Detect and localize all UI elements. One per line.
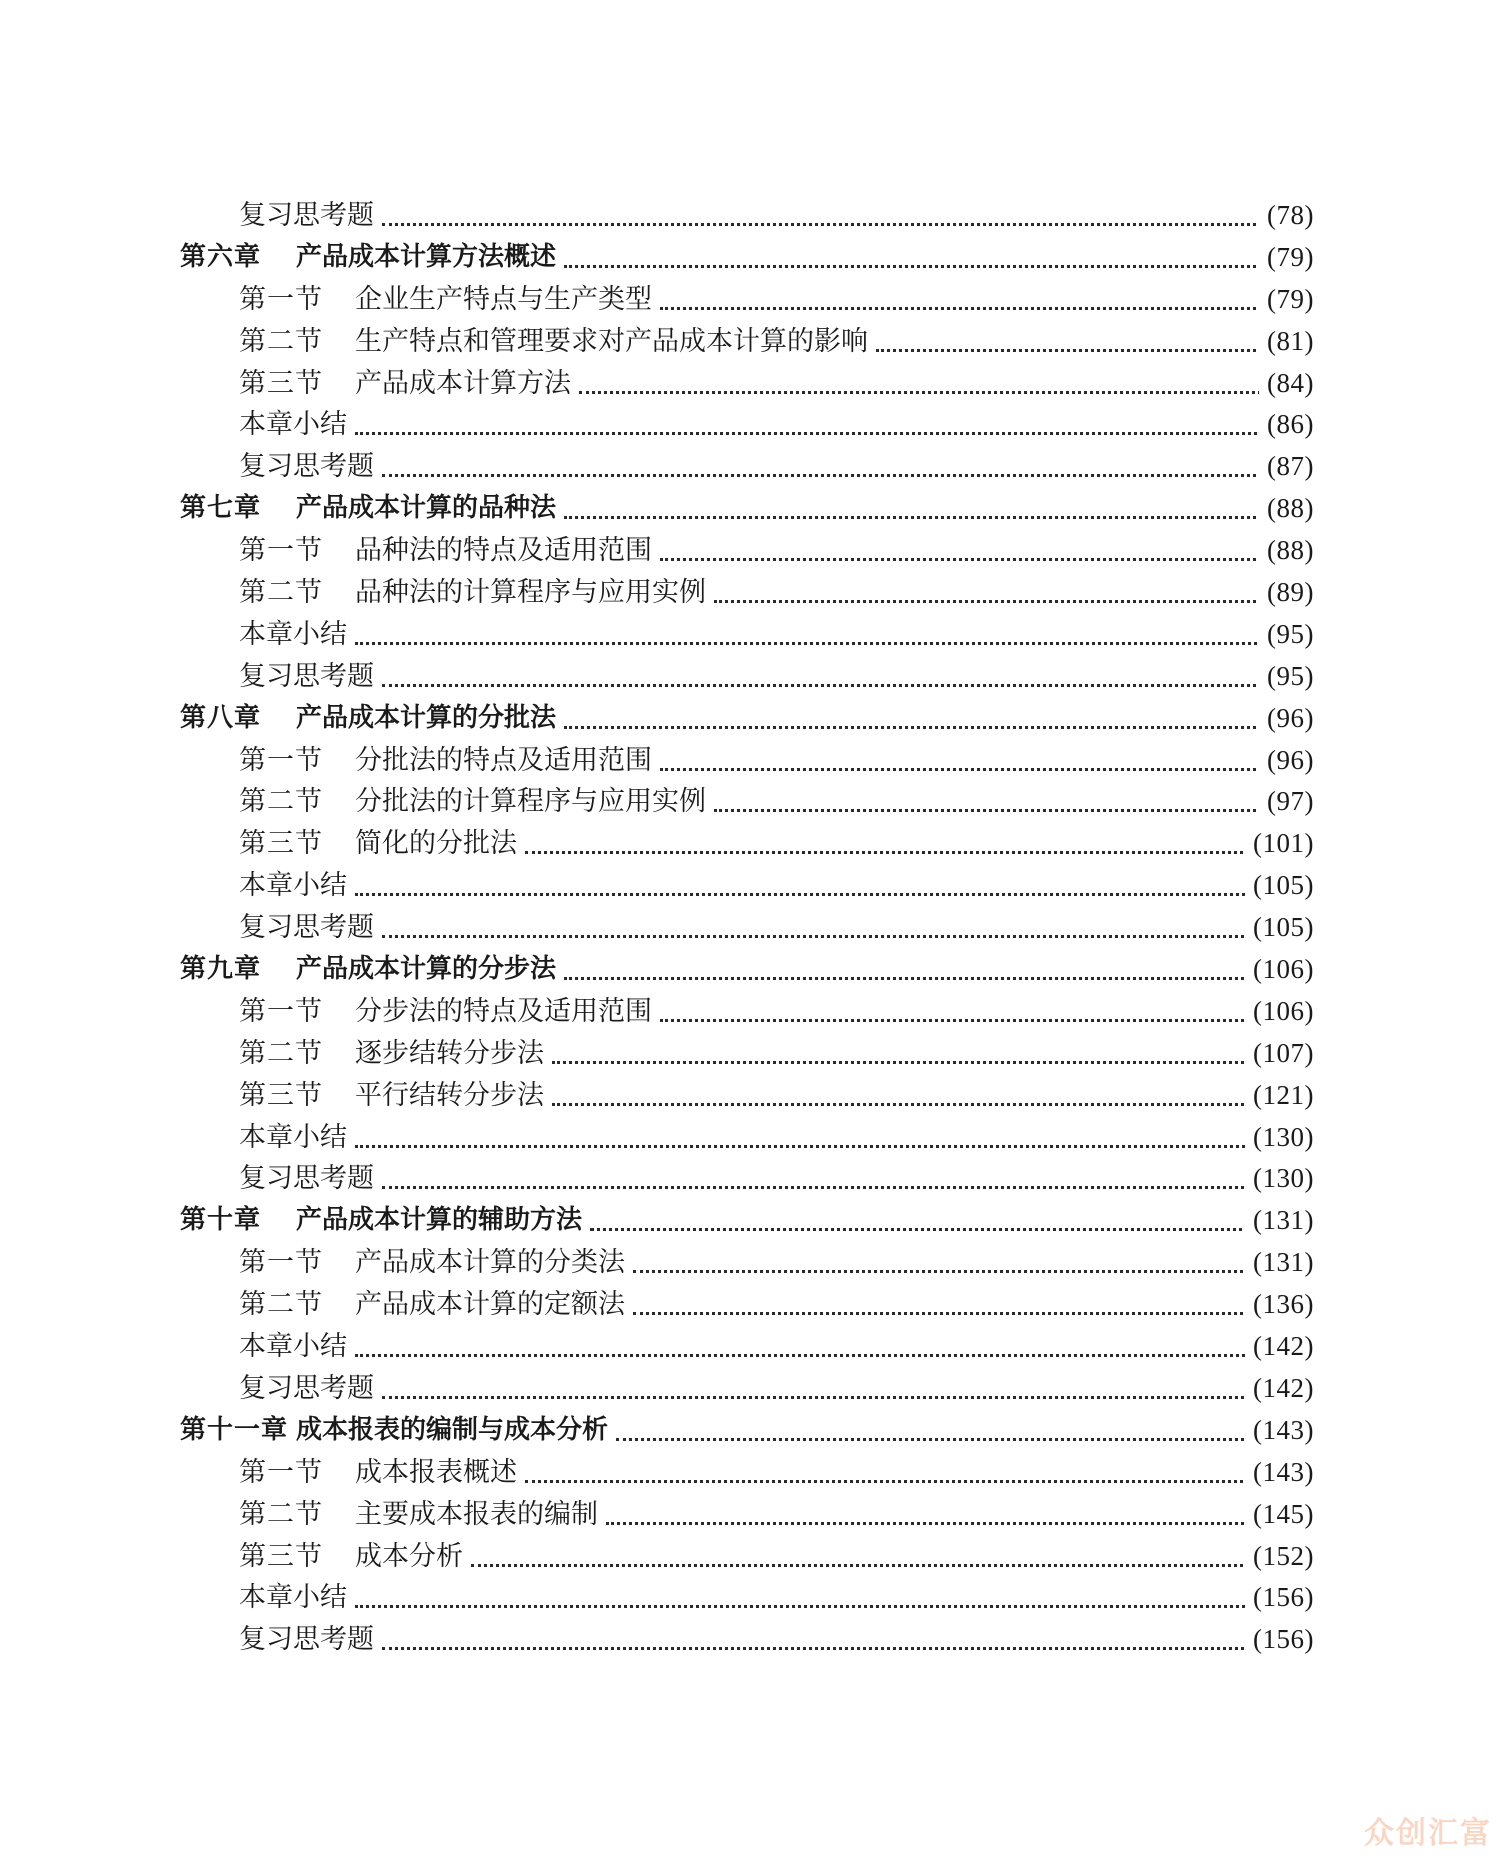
- toc-entry-title: 复习思考题: [239, 195, 382, 237]
- toc-section-row[interactable]: [0, 1577, 1504, 1619]
- toc-entry-title: 产品成本计算的分批法: [296, 698, 564, 740]
- toc-entry-number: 第三节: [239, 1540, 323, 1572]
- dot-leader: [525, 851, 1304, 854]
- toc-entry-label: [180, 237, 564, 279]
- toc-entry-number: 第三节: [239, 828, 323, 860]
- toc-entry-label: [239, 781, 714, 823]
- toc-entry-title: 复习思考题: [239, 1368, 382, 1410]
- toc-entry-title: 复习思考题: [239, 1619, 382, 1661]
- toc-entry-title: 分批法的计算程序与应用实例: [355, 781, 714, 823]
- toc-entry-title: 品种法的特点及适用范围: [355, 530, 660, 572]
- toc-page-number: (130): [1245, 1117, 1314, 1159]
- dot-leader: [633, 1312, 1304, 1315]
- toc-entry-label: [180, 488, 564, 530]
- toc-entry-number: 第十一章: [180, 1414, 289, 1445]
- dot-leader: [633, 1270, 1304, 1273]
- toc-page-number: (96): [1259, 740, 1314, 782]
- dot-leader: [660, 558, 1304, 561]
- toc-page-number: (136): [1245, 1284, 1314, 1326]
- toc-entry-number: 第二节: [239, 786, 323, 818]
- toc-section-row[interactable]: [0, 363, 1504, 405]
- toc-page-number: (156): [1245, 1577, 1314, 1619]
- toc-entry-label: [239, 1494, 606, 1536]
- toc-entry-number: 第二节: [239, 577, 323, 609]
- toc-entry-label: [239, 1619, 382, 1661]
- toc-entry-label: [239, 1075, 552, 1117]
- dot-leader: [660, 768, 1304, 771]
- toc-entry-label: [180, 949, 564, 991]
- toc-entry-number: 第三节: [239, 1079, 323, 1111]
- toc-page-number: (81): [1259, 321, 1314, 363]
- toc-entry-title: 产品成本计算的分类法: [355, 1242, 633, 1284]
- dot-leader: [590, 1228, 1304, 1231]
- toc-page-number: (106): [1245, 991, 1314, 1033]
- toc-entry-title: 简化的分批法: [355, 823, 525, 865]
- toc-section-row[interactable]: [0, 279, 1504, 321]
- toc-entry-title: 产品成本计算的分步法: [296, 949, 564, 991]
- dot-leader: [606, 1522, 1304, 1525]
- toc-entry-label: [239, 446, 382, 488]
- watermark-logo: 众创汇富: [1364, 1816, 1492, 1851]
- dot-leader: [355, 893, 1304, 896]
- toc-entry-label: [239, 321, 876, 363]
- toc-section-row[interactable]: [0, 1494, 1504, 1536]
- toc-page-number: (84): [1259, 363, 1314, 405]
- toc-section-row[interactable]: [0, 656, 1504, 698]
- toc-entry-title: 逐步结转分步法: [355, 1033, 552, 1075]
- toc-entry-number: 第一节: [239, 535, 323, 567]
- toc-page-number: (96): [1259, 698, 1314, 740]
- toc-section-row[interactable]: [0, 404, 1504, 446]
- toc-entry-number: 第一节: [239, 744, 323, 776]
- toc-section-row[interactable]: [0, 195, 1504, 237]
- toc-page-number: (97): [1259, 781, 1314, 823]
- toc-page-number: (79): [1259, 279, 1314, 321]
- dot-leader: [714, 809, 1304, 812]
- toc-chapter-row[interactable]: [0, 698, 1504, 740]
- toc-entry-title: 企业生产特点与生产类型: [355, 279, 660, 321]
- toc-page-number: (142): [1245, 1368, 1314, 1410]
- dot-leader: [616, 1438, 1304, 1441]
- toc-section-row[interactable]: [0, 614, 1504, 656]
- toc-entry-label: [239, 279, 660, 321]
- toc-entry-title: 复习思考题: [239, 656, 382, 698]
- dot-leader: [355, 1145, 1304, 1148]
- dot-leader: [355, 432, 1304, 435]
- toc-entry-label: [180, 1410, 616, 1452]
- toc-entry-label: [180, 698, 564, 740]
- toc-entry-title: 产品成本计算的辅助方法: [296, 1200, 590, 1242]
- toc-entry-title: 本章小结: [239, 1577, 355, 1619]
- toc-page-number: (78): [1259, 195, 1314, 237]
- toc-entry-number: 第一节: [239, 283, 323, 315]
- toc-page-number: (95): [1259, 656, 1314, 698]
- dot-leader: [382, 474, 1304, 477]
- toc-page-number: (89): [1259, 572, 1314, 614]
- toc-page-number: (131): [1245, 1242, 1314, 1284]
- toc-entry-label: [239, 195, 382, 237]
- toc-page-number: (152): [1245, 1536, 1314, 1578]
- toc-entry-label: [239, 530, 660, 572]
- toc-entry-label: [239, 1452, 525, 1494]
- toc-entry-number: 第一节: [239, 1247, 323, 1279]
- toc-section-row[interactable]: [0, 1452, 1504, 1494]
- toc-entry-number: 第八章: [180, 702, 262, 733]
- toc-entry-label: [239, 1368, 382, 1410]
- toc-entry-title: 主要成本报表的编制: [355, 1494, 606, 1536]
- toc-section-row[interactable]: [0, 1619, 1504, 1661]
- toc-page-number: (79): [1259, 237, 1314, 279]
- toc-section-row[interactable]: [0, 1117, 1504, 1159]
- toc-entry-title: 品种法的计算程序与应用实例: [355, 572, 714, 614]
- toc-entry-title: 成本报表的编制与成本分析: [296, 1410, 616, 1452]
- dot-leader: [382, 223, 1304, 226]
- toc-entry-title: 复习思考题: [239, 907, 382, 949]
- table-of-contents: [0, 195, 1504, 1661]
- toc-entry-title: 复习思考题: [239, 1158, 382, 1200]
- dot-leader: [382, 1186, 1304, 1189]
- toc-entry-label: [239, 1158, 382, 1200]
- toc-page-number: (143): [1245, 1452, 1314, 1494]
- dot-leader: [660, 307, 1304, 310]
- dot-leader: [579, 391, 1304, 394]
- toc-section-row[interactable]: [0, 572, 1504, 614]
- toc-entry-title: 产品成本计算方法概述: [296, 237, 564, 279]
- toc-section-row[interactable]: [0, 446, 1504, 488]
- toc-page-number: (101): [1245, 823, 1314, 865]
- dot-leader: [471, 1564, 1304, 1567]
- toc-entry-title: 产品成本计算的定额法: [355, 1284, 633, 1326]
- toc-page-number: (88): [1259, 488, 1314, 530]
- toc-section-row[interactable]: [0, 781, 1504, 823]
- dot-leader: [552, 1103, 1304, 1106]
- toc-chapter-row[interactable]: [0, 1410, 1504, 1452]
- toc-entry-number: 第一节: [239, 1456, 323, 1488]
- toc-entry-label: [239, 1536, 471, 1578]
- toc-entry-label: [239, 823, 525, 865]
- dot-leader: [564, 726, 1304, 729]
- toc-section-row[interactable]: [0, 1284, 1504, 1326]
- toc-entry-label: [239, 1326, 355, 1368]
- toc-page-number: (87): [1259, 446, 1314, 488]
- toc-entry-title: 成本报表概述: [355, 1452, 525, 1494]
- toc-entry-label: [180, 1200, 590, 1242]
- toc-entry-number: 第十章: [180, 1205, 262, 1236]
- toc-section-row[interactable]: [0, 530, 1504, 572]
- toc-entry-label: [239, 404, 355, 446]
- toc-section-row[interactable]: [0, 907, 1504, 949]
- toc-section-row[interactable]: [0, 1033, 1504, 1075]
- toc-entry-label: [239, 1577, 355, 1619]
- toc-page-number: (106): [1245, 949, 1314, 991]
- dot-leader: [355, 1605, 1304, 1608]
- toc-section-row[interactable]: [0, 823, 1504, 865]
- toc-chapter-row[interactable]: [0, 1200, 1504, 1242]
- dot-leader: [564, 977, 1304, 980]
- toc-page-number: (143): [1245, 1410, 1314, 1452]
- dot-leader: [382, 935, 1304, 938]
- toc-entry-number: 第七章: [180, 493, 262, 524]
- toc-entry-label: [239, 1033, 552, 1075]
- dot-leader: [382, 1396, 1304, 1399]
- toc-entry-label: [239, 865, 355, 907]
- toc-entry-label: [239, 1117, 355, 1159]
- toc-entry-number: 第三节: [239, 367, 323, 399]
- toc-entry-title: 产品成本计算的品种法: [296, 488, 564, 530]
- dot-leader: [355, 1354, 1304, 1357]
- dot-leader: [552, 1061, 1304, 1064]
- toc-page-number: (88): [1259, 530, 1314, 572]
- dot-leader: [564, 516, 1304, 519]
- dot-leader: [660, 1019, 1304, 1022]
- toc-entry-title: 本章小结: [239, 1117, 355, 1159]
- dot-leader: [355, 642, 1304, 645]
- toc-entry-title: 分步法的特点及适用范围: [355, 991, 660, 1033]
- toc-entry-label: [239, 907, 382, 949]
- toc-page-number: (130): [1245, 1158, 1314, 1200]
- toc-page-number: (142): [1245, 1326, 1314, 1368]
- toc-page-number: (107): [1245, 1033, 1314, 1075]
- toc-section-row[interactable]: [0, 1536, 1504, 1578]
- toc-entry-number: 第二节: [239, 1289, 323, 1321]
- toc-entry-label: [239, 363, 579, 405]
- dot-leader: [564, 265, 1304, 268]
- toc-chapter-row[interactable]: [0, 237, 1504, 279]
- toc-entry-label: [239, 1242, 633, 1284]
- toc-entry-number: 第一节: [239, 995, 323, 1027]
- dot-leader: [714, 600, 1304, 603]
- toc-section-row[interactable]: [0, 321, 1504, 363]
- toc-chapter-row[interactable]: [0, 488, 1504, 530]
- toc-page-number: (131): [1245, 1200, 1314, 1242]
- toc-page-number: (105): [1245, 865, 1314, 907]
- toc-entry-number: 第二节: [239, 325, 323, 357]
- dot-leader: [382, 684, 1304, 687]
- toc-entry-title: 生产特点和管理要求对产品成本计算的影响: [355, 321, 876, 363]
- toc-entry-title: 本章小结: [239, 1326, 355, 1368]
- toc-entry-title: 产品成本计算方法: [355, 363, 579, 405]
- toc-section-row[interactable]: [0, 1242, 1504, 1284]
- toc-section-row[interactable]: [0, 1075, 1504, 1117]
- toc-entry-title: 本章小结: [239, 614, 355, 656]
- toc-entry-label: [239, 572, 714, 614]
- toc-page-number: (95): [1259, 614, 1314, 656]
- toc-entry-title: 复习思考题: [239, 446, 382, 488]
- dot-leader: [876, 349, 1304, 352]
- toc-entry-label: [239, 614, 355, 656]
- toc-entry-label: [239, 991, 660, 1033]
- toc-entry-number: 第二节: [239, 1498, 323, 1530]
- toc-chapter-row[interactable]: [0, 949, 1504, 991]
- toc-entry-title: 平行结转分步法: [355, 1075, 552, 1117]
- toc-entry-title: 本章小结: [239, 404, 355, 446]
- toc-page-number: (121): [1245, 1075, 1314, 1117]
- toc-section-row[interactable]: [0, 1368, 1504, 1410]
- toc-entry-label: [239, 740, 660, 782]
- toc-entry-number: 第六章: [180, 241, 262, 272]
- toc-entry-number: 第二节: [239, 1037, 323, 1069]
- toc-entry-title: 本章小结: [239, 865, 355, 907]
- toc-page-number: (105): [1245, 907, 1314, 949]
- toc-section-row[interactable]: [0, 991, 1504, 1033]
- toc-entry-title: 成本分析: [355, 1536, 471, 1578]
- toc-section-row[interactable]: [0, 1158, 1504, 1200]
- toc-entry-label: [239, 1284, 633, 1326]
- toc-section-row[interactable]: [0, 740, 1504, 782]
- toc-entry-title: 分批法的特点及适用范围: [355, 740, 660, 782]
- toc-page-number: (86): [1259, 404, 1314, 446]
- toc-page-number: (145): [1245, 1494, 1314, 1536]
- dot-leader: [382, 1647, 1304, 1650]
- toc-section-row[interactable]: [0, 1326, 1504, 1368]
- toc-page-number: (156): [1245, 1619, 1314, 1661]
- toc-section-row[interactable]: [0, 865, 1504, 907]
- dot-leader: [525, 1480, 1304, 1483]
- toc-entry-number: 第九章: [180, 954, 262, 985]
- toc-entry-label: [239, 656, 382, 698]
